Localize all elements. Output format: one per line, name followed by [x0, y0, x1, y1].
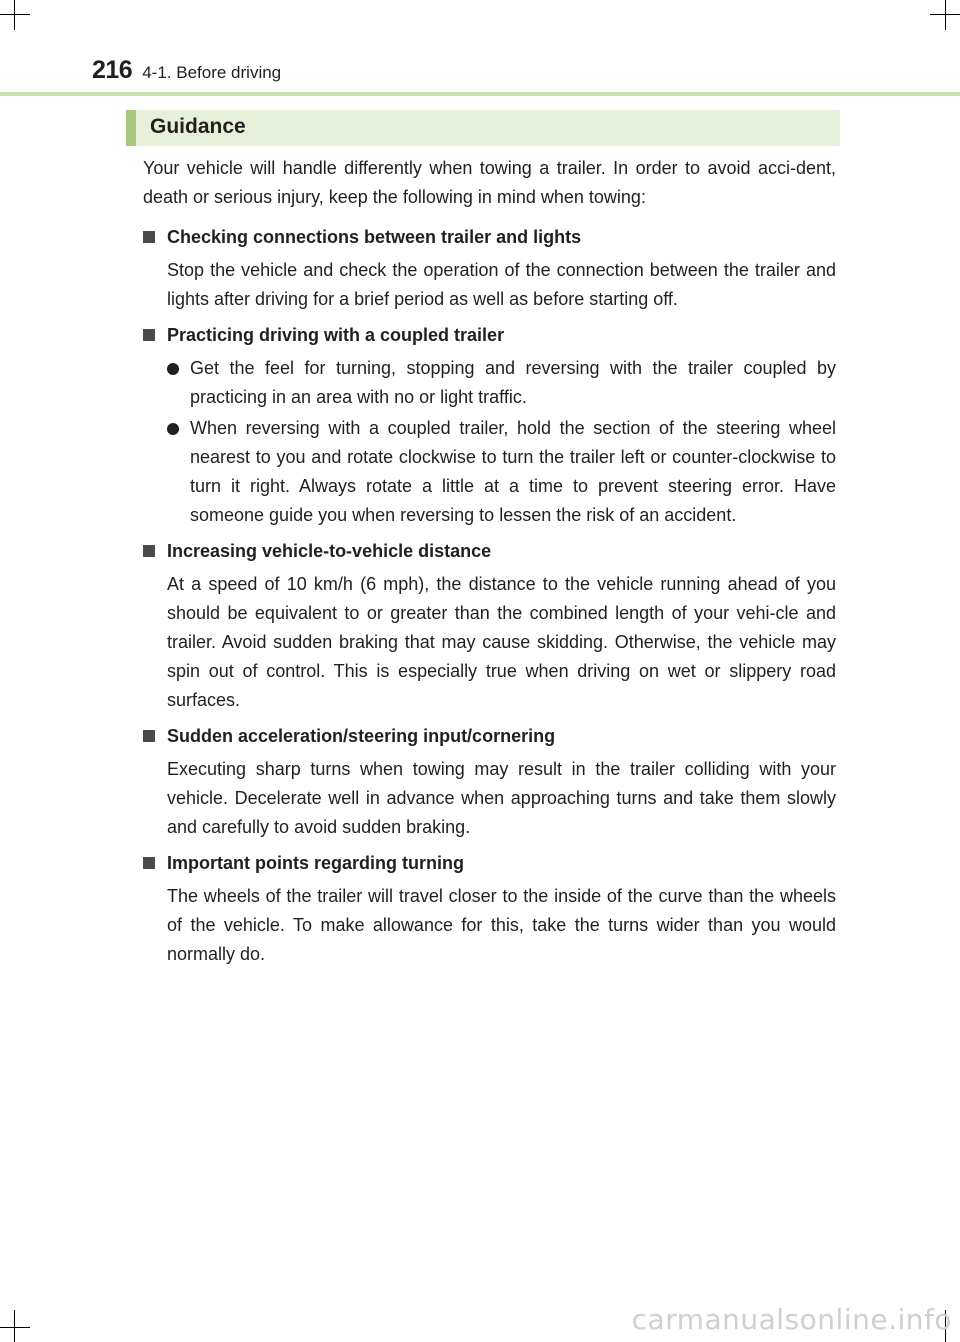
- section-body: Stop the vehicle and check the operation of the connection between the trailer and lights after driving for a brief period as well as before starting off.: [167, 260, 836, 309]
- section-turning: [143, 850, 836, 969]
- section-heading-text: Checking connections between trailer and lights: [167, 227, 582, 247]
- section-heading: [143, 723, 836, 749]
- page-number: 216: [92, 56, 133, 84]
- header-divider: [0, 92, 960, 96]
- square-bullet-icon: [143, 545, 155, 557]
- page-content: [143, 154, 836, 977]
- section-vehicle-distance: [143, 538, 836, 715]
- square-bullet-icon: [143, 730, 155, 742]
- section-sudden-acceleration: [143, 723, 836, 842]
- crop-mark: [0, 14, 30, 15]
- square-bullet-icon: [143, 329, 155, 341]
- bullet-text: When reversing with a coupled trailer, hold the section of the steering wheel nearest to you and rotate clockwise to turn the trailer left or counter-clockwise to turn it right. Always rotate a little at a time to prevent steering error. Have someone guide you when reversing to lessen the risk of an accident.: [190, 418, 836, 525]
- crop-mark: [945, 0, 946, 30]
- bullet-item: [143, 354, 836, 412]
- section-body: Executing sharp turns when towing may result in the trailer colliding with your vehicle. Decelerate well in advance when approaching turns and take them slowly and carefully to avoid sudden braking.: [167, 759, 836, 837]
- intro-paragraph: Your vehicle will handle differently when towing a trailer. In order to avoid acci-dent, death or serious injury, keep the following in mind when towing:: [143, 158, 836, 207]
- guidance-heading-bar: [126, 110, 840, 146]
- section-body: At a speed of 10 km/h (6 mph), the distance to the vehicle running ahead of you should be equivalent to or greater than the combined length of your vehi-cle and trailer. Avoid sudden braking that may cause skidding. Otherwise, the vehicle may spin out of control. This is especially true when driving on wet or slippery road surfaces.: [167, 574, 836, 710]
- section-heading: [143, 850, 836, 876]
- square-bullet-icon: [143, 857, 155, 869]
- section-practicing-driving: [143, 322, 836, 530]
- section-heading-text: Increasing vehicle-to-vehicle distance: [167, 541, 492, 561]
- section-heading-text: Practicing driving with a coupled trailer: [167, 325, 505, 345]
- section-checking-connections: [143, 224, 836, 314]
- crop-mark: [14, 1310, 15, 1342]
- section-body: The wheels of the trailer will travel closer to the inside of the curve than the wheels of the vehicle. To make allowance for this, take the turns wider than you would normally do.: [167, 886, 836, 964]
- guidance-title: Guidance: [150, 115, 246, 138]
- page-header: [92, 56, 281, 90]
- section-heading: [143, 224, 836, 250]
- section-title: 4-1. Before driving: [142, 63, 282, 82]
- crop-mark: [0, 1327, 30, 1328]
- round-bullet-icon: [167, 363, 179, 375]
- crop-mark: [930, 14, 960, 15]
- section-heading-text: Sudden acceleration/steering input/cornering: [167, 726, 556, 746]
- square-bullet-icon: [143, 231, 155, 243]
- bullet-text: Get the feel for turning, stopping and reversing with the trailer coupled by practicing in an area with no or light traffic.: [190, 358, 836, 407]
- crop-mark: [14, 0, 15, 30]
- section-heading: [143, 538, 836, 564]
- bullet-item: [143, 414, 836, 530]
- watermark: carmanualsonline.info: [631, 1303, 952, 1336]
- round-bullet-icon: [167, 423, 179, 435]
- section-heading-text: Important points regarding turning: [167, 853, 464, 873]
- section-heading: [143, 322, 836, 348]
